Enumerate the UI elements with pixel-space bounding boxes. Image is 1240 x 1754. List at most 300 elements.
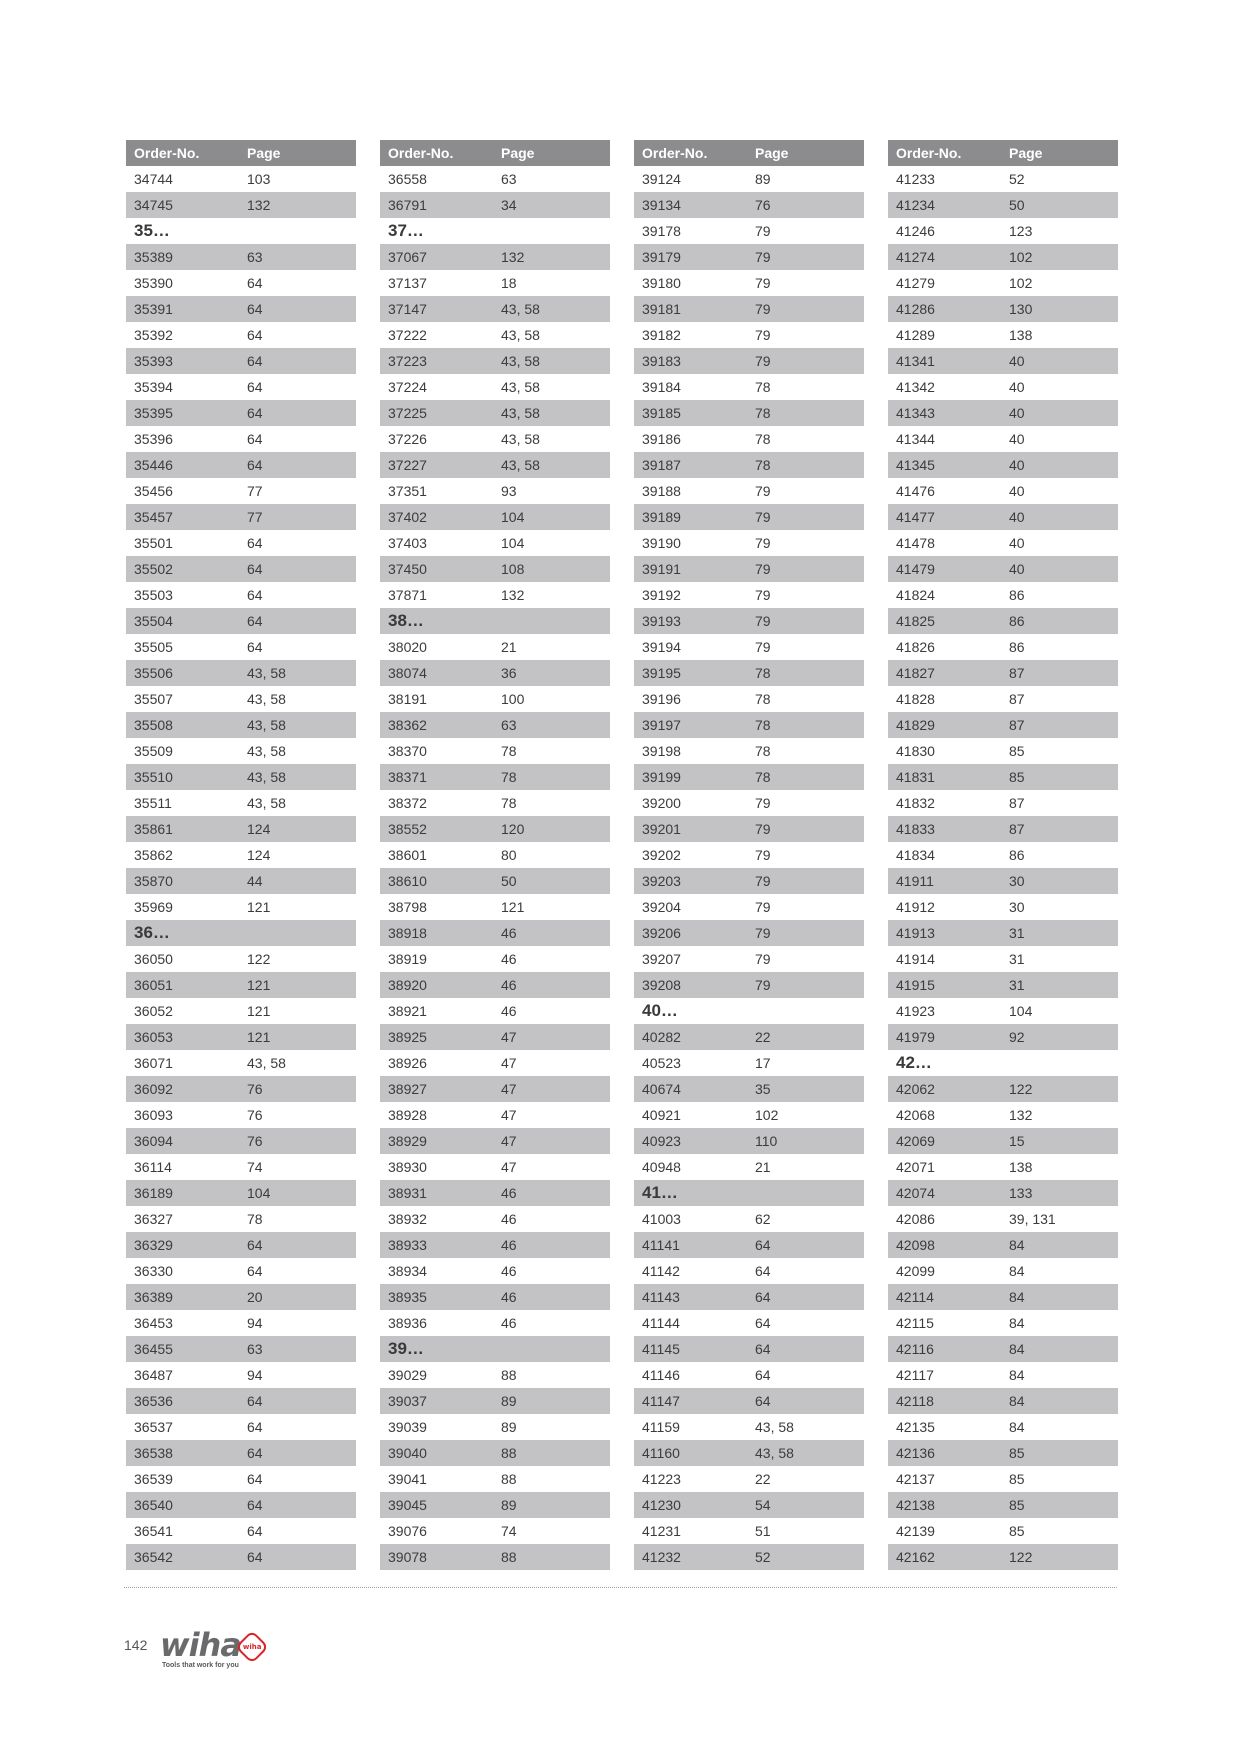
order-number: 42135	[896, 1419, 935, 1435]
page-reference: 63	[247, 249, 263, 265]
table-row	[634, 1518, 864, 1544]
page-reference: 64	[247, 1471, 263, 1487]
table-row	[126, 608, 356, 634]
page-reference: 64	[247, 1263, 263, 1279]
order-number: 41824	[896, 587, 935, 603]
table-row	[634, 218, 864, 244]
table-row	[380, 868, 610, 894]
page-reference: 64	[247, 587, 263, 603]
table-row	[126, 1024, 356, 1050]
table-row	[380, 1206, 610, 1232]
order-number: 39189	[642, 509, 681, 525]
order-number: 36536	[134, 1393, 173, 1409]
page-reference: 78	[755, 717, 771, 733]
table-row	[634, 1128, 864, 1154]
table-row	[126, 530, 356, 556]
order-number: 35457	[134, 509, 173, 525]
order-number: 42137	[896, 1471, 935, 1487]
page-reference: 43, 58	[247, 769, 286, 785]
page-reference: 84	[1009, 1289, 1025, 1305]
table-row	[634, 894, 864, 920]
order-number: 42098	[896, 1237, 935, 1253]
table-row	[126, 1076, 356, 1102]
table-row	[380, 816, 610, 842]
order-number: 40523	[642, 1055, 681, 1071]
order-number: 38798	[388, 899, 427, 915]
table-row	[888, 920, 1118, 946]
order-number: 37450	[388, 561, 427, 577]
order-number: 36114	[134, 1159, 172, 1175]
table-row	[126, 296, 356, 322]
page-reference: 40	[1009, 483, 1025, 499]
order-number: 42114	[896, 1289, 934, 1305]
order-number: 41146	[642, 1367, 680, 1383]
page-reference: 88	[501, 1367, 517, 1383]
order-number: 37871	[388, 587, 427, 603]
order-number: 36071	[134, 1055, 173, 1071]
page-reference: 102	[1009, 275, 1033, 291]
page-reference: 43, 58	[501, 431, 540, 447]
page-reference: 78	[755, 457, 771, 473]
page-reference: 85	[1009, 1471, 1025, 1487]
table-row	[888, 634, 1118, 660]
table-row	[634, 1414, 864, 1440]
group-heading	[126, 920, 356, 946]
page-reference: 84	[1009, 1237, 1025, 1253]
page-reference: 121	[501, 899, 525, 915]
order-number: 35446	[134, 457, 173, 473]
page-reference: 64	[247, 1549, 263, 1565]
order-number: 38921	[388, 1003, 427, 1019]
page-reference: 46	[501, 951, 517, 967]
table-row	[888, 1180, 1118, 1206]
table-row	[634, 1310, 864, 1336]
page-reference: 86	[1009, 847, 1025, 863]
table-row	[380, 920, 610, 946]
page-reference: 46	[501, 925, 517, 941]
table-row	[380, 634, 610, 660]
group-label: 36…	[134, 923, 170, 942]
page-reference: 64	[755, 1263, 771, 1279]
order-number: 35391	[134, 301, 173, 317]
table-row	[380, 660, 610, 686]
table-row	[888, 504, 1118, 530]
group-heading	[380, 218, 610, 244]
order-number: 41913	[896, 925, 935, 941]
order-number: 36558	[388, 171, 427, 187]
header-page: Page	[501, 145, 535, 161]
table-row	[634, 322, 864, 348]
order-number: 36538	[134, 1445, 173, 1461]
page-reference: 76	[247, 1081, 263, 1097]
page-reference: 121	[247, 1003, 271, 1019]
table-row	[888, 1076, 1118, 1102]
index-column-2	[380, 140, 610, 1570]
order-number: 42062	[896, 1081, 935, 1097]
page-reference: 132	[247, 197, 271, 213]
table-row	[634, 530, 864, 556]
order-number: 42115	[896, 1315, 934, 1331]
page-reference: 108	[501, 561, 525, 577]
order-number: 35392	[134, 327, 173, 343]
table-row	[380, 322, 610, 348]
page-reference: 40	[1009, 431, 1025, 447]
order-number: 37403	[388, 535, 427, 551]
order-number: 39188	[642, 483, 681, 499]
page-reference: 43, 58	[755, 1445, 794, 1461]
table-row	[888, 1310, 1118, 1336]
order-number: 35390	[134, 275, 173, 291]
page-reference: 22	[755, 1471, 771, 1487]
table-row	[380, 1310, 610, 1336]
order-number: 36052	[134, 1003, 173, 1019]
order-number: 41834	[896, 847, 935, 863]
page-reference: 79	[755, 249, 771, 265]
page-reference: 79	[755, 561, 771, 577]
order-number: 35456	[134, 483, 173, 499]
table-row	[634, 1258, 864, 1284]
table-row	[888, 1336, 1118, 1362]
page-reference: 22	[755, 1029, 771, 1045]
page-reference: 100	[501, 691, 525, 707]
order-number: 39045	[388, 1497, 427, 1513]
table-row	[888, 1206, 1118, 1232]
table-row	[380, 842, 610, 868]
table-row	[888, 166, 1118, 192]
table-row	[126, 426, 356, 452]
order-number: 42116	[896, 1341, 934, 1357]
table-row	[634, 426, 864, 452]
table-row	[126, 504, 356, 530]
page-reference: 121	[247, 899, 271, 915]
table-row	[126, 1466, 356, 1492]
group-heading	[380, 1336, 610, 1362]
order-number: 36541	[134, 1523, 173, 1539]
table-row	[380, 1128, 610, 1154]
order-number: 39181	[642, 301, 681, 317]
table-row	[634, 1336, 864, 1362]
page-reference: 124	[247, 821, 271, 837]
page-reference: 43, 58	[501, 327, 540, 343]
table-row	[380, 894, 610, 920]
table-row	[126, 1310, 356, 1336]
order-number: 36542	[134, 1549, 173, 1565]
page-reference: 86	[1009, 639, 1025, 655]
page-reference: 79	[755, 301, 771, 317]
page-reference: 50	[501, 873, 517, 889]
table-row	[380, 1362, 610, 1388]
page-reference: 120	[501, 821, 525, 837]
page-reference: 78	[501, 795, 517, 811]
page-reference: 46	[501, 1263, 517, 1279]
page-reference: 47	[501, 1133, 517, 1149]
order-number: 36487	[134, 1367, 173, 1383]
table-row	[126, 1336, 356, 1362]
logo-wordmark: wiha	[160, 1626, 241, 1664]
table-row	[888, 842, 1118, 868]
table-row	[634, 764, 864, 790]
table-row	[634, 816, 864, 842]
order-number: 35508	[134, 717, 173, 733]
table-row	[888, 556, 1118, 582]
header-page: Page	[247, 145, 281, 161]
page-reference: 30	[1009, 899, 1025, 915]
table-row	[888, 1024, 1118, 1050]
table-row	[634, 1544, 864, 1570]
table-row	[888, 946, 1118, 972]
table-row	[888, 296, 1118, 322]
page-reference: 84	[1009, 1263, 1025, 1279]
table-row	[888, 374, 1118, 400]
order-number: 39203	[642, 873, 681, 889]
page-reference: 62	[755, 1211, 771, 1227]
header-order-no: Order-No.	[896, 145, 962, 161]
page-reference: 138	[1009, 327, 1033, 343]
order-number: 35502	[134, 561, 173, 577]
order-number: 39186	[642, 431, 681, 447]
page-reference: 64	[247, 353, 263, 369]
page-reference: 46	[501, 1185, 517, 1201]
order-number: 37225	[388, 405, 427, 421]
page-reference: 79	[755, 353, 771, 369]
page-reference: 40	[1009, 353, 1025, 369]
table-row	[634, 1024, 864, 1050]
order-number: 41923	[896, 1003, 935, 1019]
page-reference: 104	[501, 535, 525, 551]
order-number: 39206	[642, 925, 681, 941]
table-row	[380, 452, 610, 478]
page-reference: 64	[247, 327, 263, 343]
page-reference: 17	[755, 1055, 771, 1071]
page-reference: 50	[1009, 197, 1025, 213]
page-reference: 54	[755, 1497, 771, 1513]
table-row	[888, 530, 1118, 556]
header-page: Page	[755, 145, 789, 161]
page-reference: 78	[755, 691, 771, 707]
page-reference: 102	[755, 1107, 779, 1123]
page-reference: 87	[1009, 821, 1025, 837]
page-reference: 94	[247, 1315, 263, 1331]
order-number: 40674	[642, 1081, 681, 1097]
page-reference: 79	[755, 535, 771, 551]
order-number: 35506	[134, 665, 173, 681]
page-reference: 84	[1009, 1367, 1025, 1383]
group-label: 35…	[134, 221, 170, 240]
order-number: 35510	[134, 769, 173, 785]
order-number: 37226	[388, 431, 427, 447]
table-row	[888, 1440, 1118, 1466]
page-reference: 64	[247, 431, 263, 447]
table-row	[634, 946, 864, 972]
order-number: 39124	[642, 171, 681, 187]
order-number: 39076	[388, 1523, 427, 1539]
page-reference: 64	[247, 457, 263, 473]
order-number: 36330	[134, 1263, 173, 1279]
page-reference: 85	[1009, 1523, 1025, 1539]
order-number: 41832	[896, 795, 935, 811]
order-number: 38610	[388, 873, 427, 889]
order-number: 36092	[134, 1081, 173, 1097]
page-reference: 79	[755, 613, 771, 629]
order-number: 37137	[388, 275, 427, 291]
page-reference: 122	[1009, 1081, 1033, 1097]
page-reference: 78	[501, 743, 517, 759]
page-reference: 43, 58	[247, 717, 286, 733]
page-reference: 20	[247, 1289, 263, 1305]
page-reference: 63	[501, 717, 517, 733]
table-row	[380, 764, 610, 790]
page-reference: 130	[1009, 301, 1033, 317]
page-reference: 74	[247, 1159, 263, 1175]
order-number: 39029	[388, 1367, 427, 1383]
table-row	[380, 296, 610, 322]
table-row	[380, 686, 610, 712]
table-row	[380, 1076, 610, 1102]
page-reference: 40	[1009, 405, 1025, 421]
order-number: 42071	[896, 1159, 935, 1175]
header-order-no: Order-No.	[388, 145, 454, 161]
table-row	[634, 1076, 864, 1102]
page-reference: 79	[755, 925, 771, 941]
page-reference: 47	[501, 1081, 517, 1097]
page-reference: 40	[1009, 561, 1025, 577]
order-number: 37147	[388, 301, 427, 317]
order-number: 41830	[896, 743, 935, 759]
order-number: 34745	[134, 197, 173, 213]
order-number: 38931	[388, 1185, 427, 1201]
page-reference: 46	[501, 1211, 517, 1227]
order-number: 41915	[896, 977, 935, 993]
page-reference: 64	[247, 561, 263, 577]
group-label: 37…	[388, 221, 424, 240]
table-row	[380, 1284, 610, 1310]
order-number: 41279	[896, 275, 935, 291]
order-number: 41159	[642, 1419, 680, 1435]
page-reference: 46	[501, 977, 517, 993]
order-number: 41825	[896, 613, 935, 629]
table-row	[126, 894, 356, 920]
table-row	[126, 166, 356, 192]
order-number: 42086	[896, 1211, 935, 1227]
table-row	[126, 582, 356, 608]
page-reference: 31	[1009, 925, 1025, 941]
page-reference: 89	[755, 171, 771, 187]
table-row	[634, 1362, 864, 1388]
table-row	[888, 738, 1118, 764]
order-number: 41230	[642, 1497, 681, 1513]
order-number: 38936	[388, 1315, 427, 1331]
page-reference: 87	[1009, 717, 1025, 733]
page-reference: 76	[247, 1133, 263, 1149]
table-row	[380, 712, 610, 738]
table-row	[888, 1258, 1118, 1284]
order-number: 38935	[388, 1289, 427, 1305]
order-number: 39193	[642, 613, 681, 629]
group-label: 40…	[642, 1001, 678, 1020]
page-reference: 47	[501, 1107, 517, 1123]
order-number: 39200	[642, 795, 681, 811]
order-number: 39187	[642, 457, 681, 473]
page-reference: 138	[1009, 1159, 1033, 1175]
order-number: 38925	[388, 1029, 427, 1045]
table-row	[380, 348, 610, 374]
table-row	[888, 426, 1118, 452]
page-reference: 46	[501, 1315, 517, 1331]
order-number: 36094	[134, 1133, 173, 1149]
order-number: 41478	[896, 535, 935, 551]
order-number: 41141	[642, 1237, 680, 1253]
table-row	[126, 1050, 356, 1076]
table-row	[126, 1258, 356, 1284]
page-reference: 79	[755, 327, 771, 343]
table-row	[888, 712, 1118, 738]
table-row	[634, 1232, 864, 1258]
page-reference: 40	[1009, 457, 1025, 473]
index-column-3	[634, 140, 864, 1570]
page-reference: 84	[1009, 1341, 1025, 1357]
page-reference: 43, 58	[247, 665, 286, 681]
order-number: 41143	[642, 1289, 680, 1305]
page-reference: 52	[755, 1549, 771, 1565]
column-header	[126, 140, 356, 166]
page-reference: 64	[247, 275, 263, 291]
page-reference: 64	[755, 1237, 771, 1253]
page-reference: 123	[1009, 223, 1033, 239]
table-row	[634, 1492, 864, 1518]
order-number: 42138	[896, 1497, 935, 1513]
table-row	[380, 400, 610, 426]
group-label: 42…	[896, 1053, 932, 1072]
order-number: 35394	[134, 379, 173, 395]
order-number: 39204	[642, 899, 681, 915]
order-number: 41912	[896, 899, 935, 915]
order-number: 41828	[896, 691, 935, 707]
column-header	[634, 140, 864, 166]
table-row	[634, 556, 864, 582]
table-row	[888, 660, 1118, 686]
page-reference: 92	[1009, 1029, 1025, 1045]
order-number: 41286	[896, 301, 935, 317]
order-number: 37402	[388, 509, 427, 525]
table-row	[634, 348, 864, 374]
table-row	[634, 1388, 864, 1414]
order-number: 38918	[388, 925, 427, 941]
page-reference: 79	[755, 509, 771, 525]
order-number: 39179	[642, 249, 681, 265]
table-row	[380, 582, 610, 608]
table-row	[380, 738, 610, 764]
table-row	[126, 1544, 356, 1570]
table-row	[380, 426, 610, 452]
order-number: 36053	[134, 1029, 173, 1045]
order-number: 41274	[896, 249, 935, 265]
table-row	[634, 1440, 864, 1466]
page-reference: 86	[1009, 613, 1025, 629]
order-number: 36540	[134, 1497, 173, 1513]
page-reference: 64	[247, 535, 263, 551]
table-row	[126, 322, 356, 348]
page-reference: 103	[247, 171, 271, 187]
order-number: 35507	[134, 691, 173, 707]
page-reference: 34	[501, 197, 517, 213]
order-number: 41343	[896, 405, 935, 421]
order-number: 41147	[642, 1393, 680, 1409]
order-number: 35396	[134, 431, 173, 447]
order-number: 35861	[134, 821, 173, 837]
table-row	[888, 244, 1118, 270]
table-row	[888, 1466, 1118, 1492]
page-reference: 43, 58	[501, 457, 540, 473]
